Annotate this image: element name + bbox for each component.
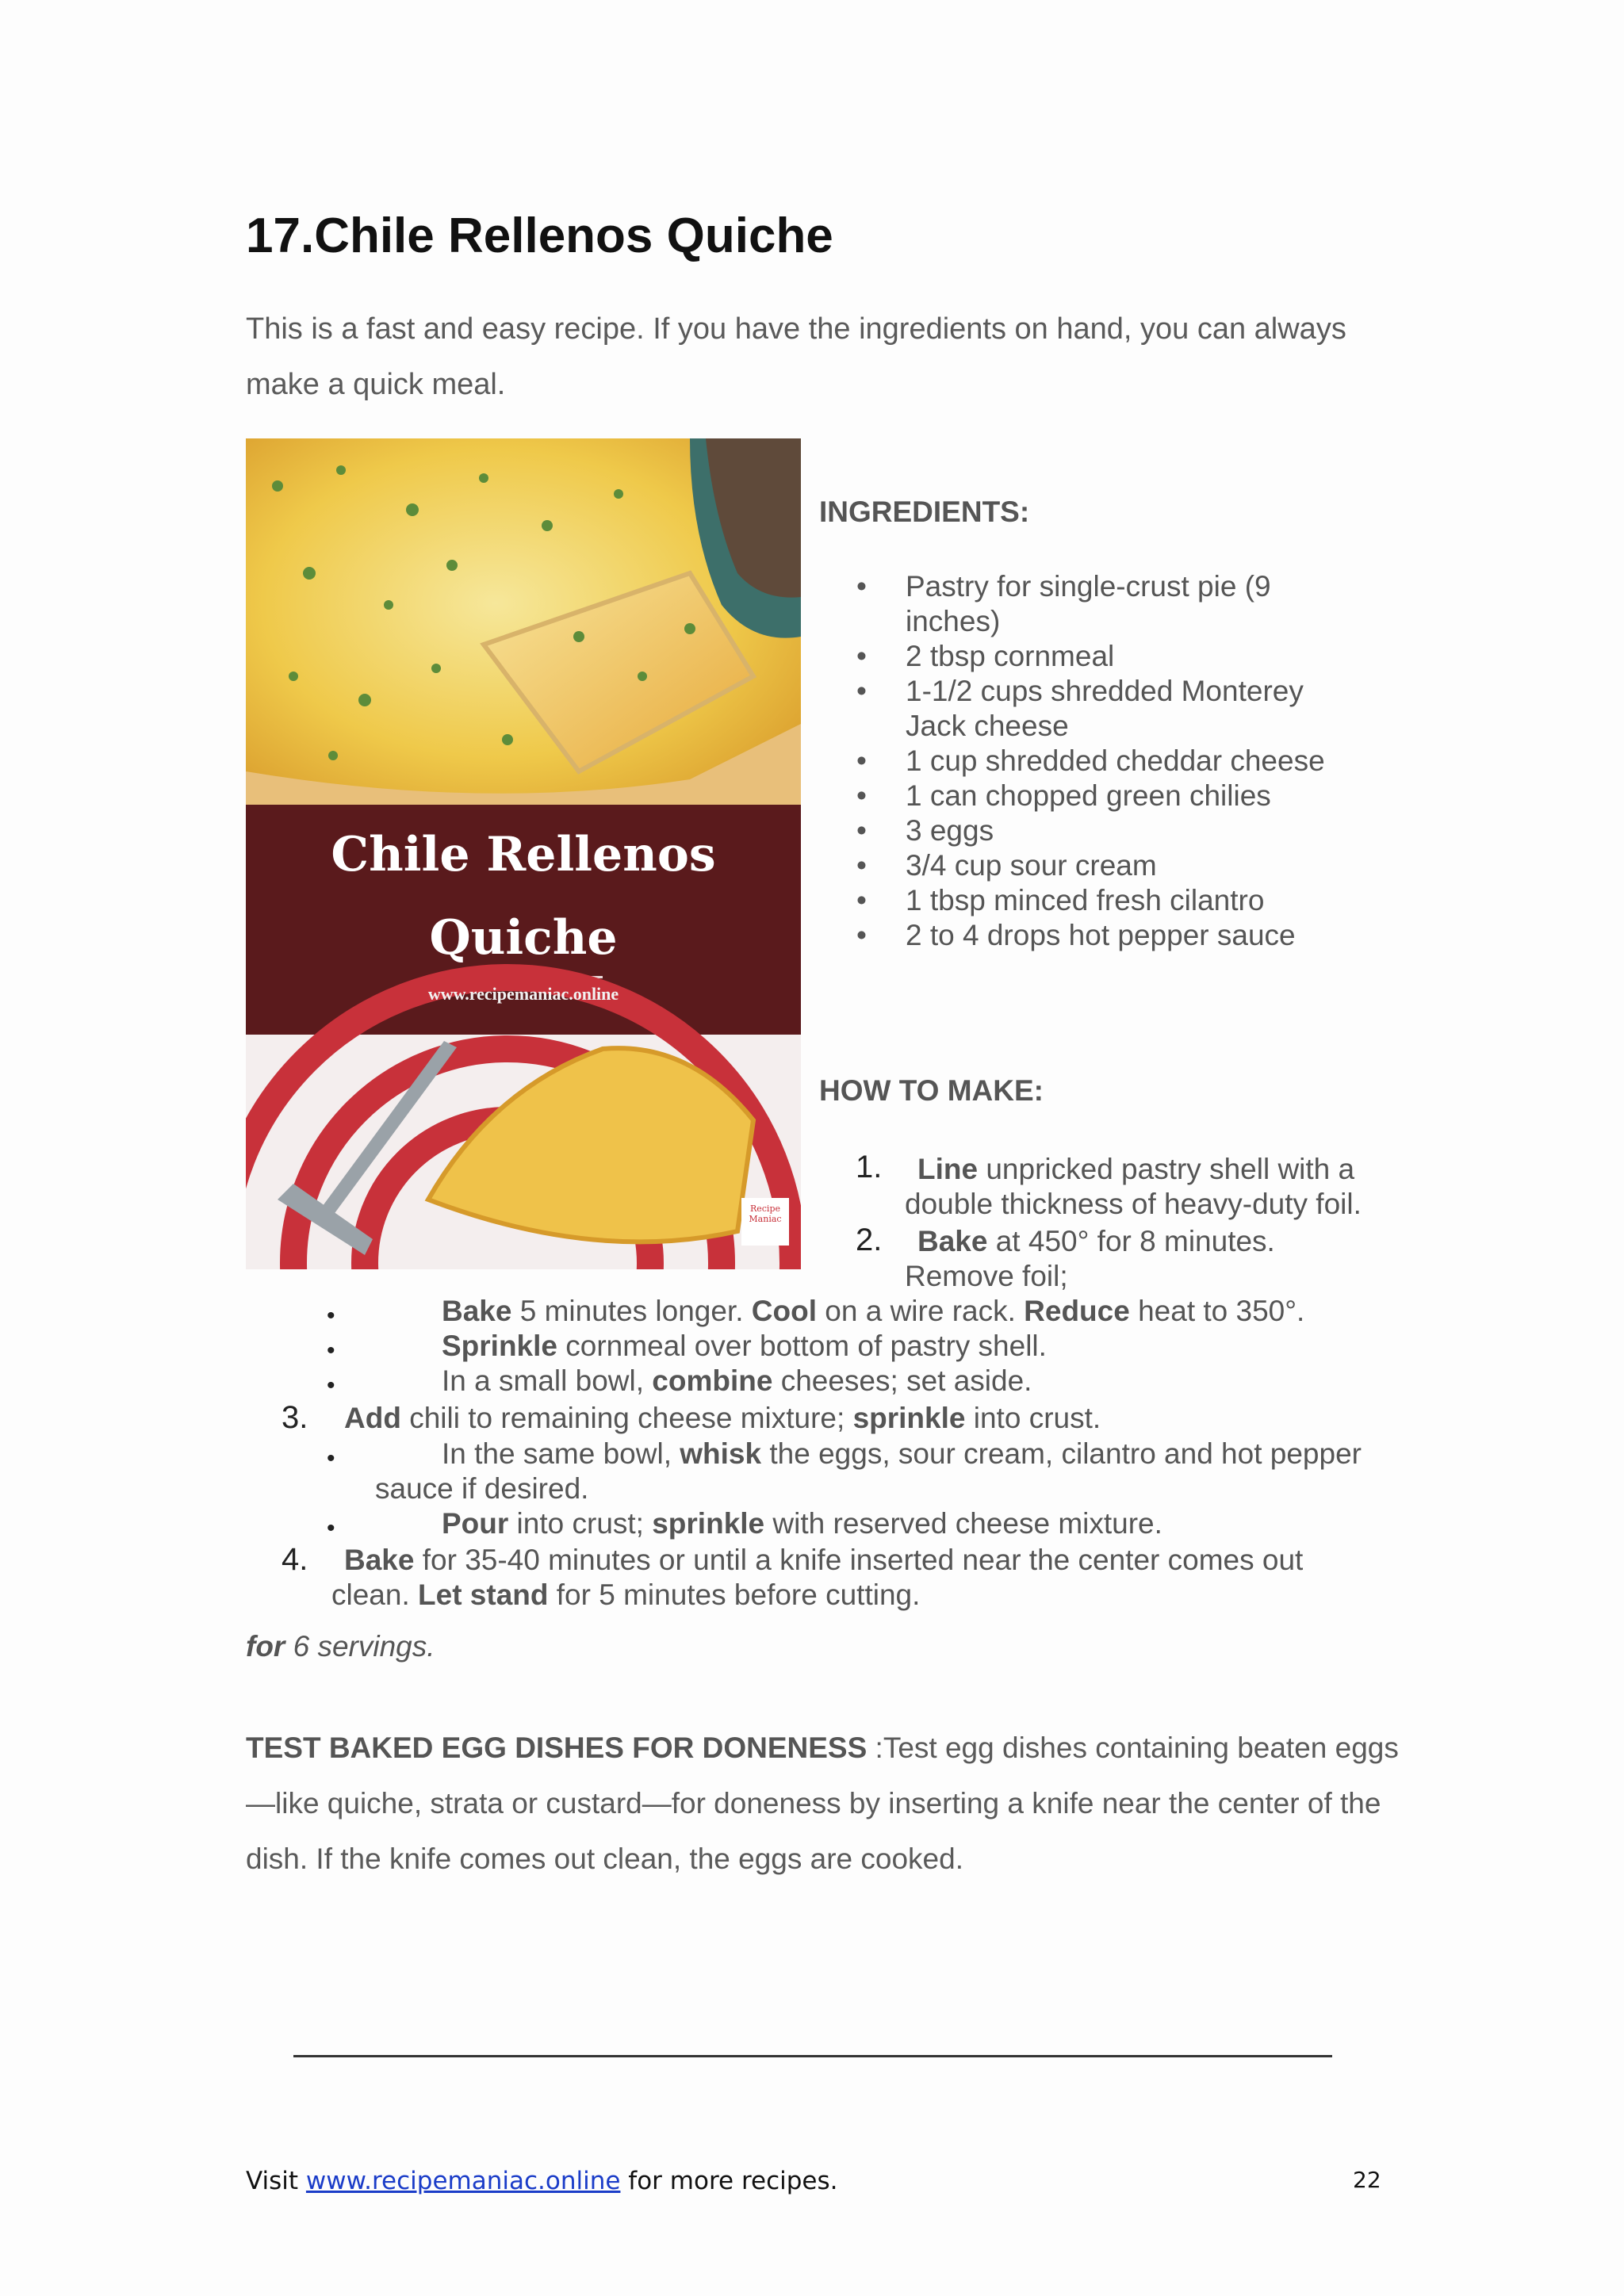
- ingredient-item: • 1 cup shredded cheddar cheese: [856, 744, 1325, 777]
- step-number: 2.: [856, 1223, 883, 1257]
- step-4: Bake for 35-40 minutes or until a knife inserted near the center comes out: [344, 1544, 1304, 1576]
- substep-sprinkle-cornmeal: Sprinkle cornmeal over bottom of pastry shell.: [442, 1330, 1047, 1362]
- bullet: •: [856, 640, 867, 672]
- footer-divider: [293, 2055, 1332, 2057]
- banner-title-line2: Quiche: [429, 910, 618, 966]
- ingredient-item: • 1 can chopped green chilies: [856, 779, 1271, 812]
- badge-line1: Recipe: [749, 1203, 781, 1214]
- substep-whisk-eggs-line2: sauce if desired.: [375, 1472, 589, 1505]
- ingredients-heading: INGREDIENTS:: [819, 496, 1030, 528]
- doneness-tip: [246, 1720, 1411, 1887]
- method-heading: HOW TO MAKE:: [819, 1074, 1044, 1107]
- ingredient-item: • 3/4 cup sour cream: [856, 849, 1157, 882]
- step-number: 4.: [282, 1542, 308, 1577]
- banner-title-line1: Chile Rellenos: [331, 827, 716, 882]
- substep-pour: Pour into crust; sprinkle with reserved cheese mixture.: [442, 1507, 1162, 1540]
- bullet: •: [327, 1337, 335, 1364]
- page-number: 22: [1353, 2167, 1381, 2193]
- step-2-line2: Remove foil;: [905, 1260, 1068, 1292]
- step-1: Line unpricked pastry shell with a: [917, 1153, 1355, 1185]
- badge-line2: Maniac: [749, 1214, 782, 1224]
- step-4-line2: clean. Let stand for 5 minutes before cutting.: [331, 1578, 921, 1611]
- ingredients-list: [821, 569, 1392, 953]
- footer: Visit www.recipemaniac.online for more recipes.: [246, 2167, 838, 2195]
- servings: for 6 servings.: [246, 1630, 435, 1663]
- website-link[interactable]: www.recipemaniac.online: [305, 2167, 621, 2195]
- intro-paragraph: This is a fast and easy recipe. If you have the ingredients on hand, you can always make a quick meal.: [246, 312, 1346, 401]
- bullet: •: [856, 849, 867, 882]
- recipe-image: [246, 438, 801, 1269]
- bullet: •: [856, 814, 867, 847]
- ingredient-item: • Pastry for single-crust pie (9 inches): [856, 570, 1271, 637]
- step-2: Bake at 450° for 8 minutes.: [917, 1225, 1275, 1257]
- ingredient-item: • 2 to 4 drops hot pepper sauce: [856, 919, 1296, 951]
- banner-url: www.recipemaniac.online: [427, 984, 619, 1004]
- substep-whisk-eggs: In the same bowl, whisk the eggs, sour cream, cilantro and hot pepper: [442, 1437, 1362, 1470]
- substep-combine-cheeses: In a small bowl, combine cheeses; set aside.: [442, 1364, 1032, 1397]
- ingredient-item: • 3 eggs: [856, 814, 994, 847]
- step-3: Add chili to remaining cheese mixture; sprinkle into crust.: [344, 1402, 1101, 1434]
- substep-bake-longer: Bake 5 minutes longer. Cool on a wire rack. Reduce heat to 350°.: [442, 1295, 1305, 1327]
- bullet: •: [856, 779, 867, 812]
- ingredient-item: • 2 tbsp cornmeal: [856, 640, 1115, 672]
- bullet: •: [856, 570, 867, 603]
- bullet: •: [856, 919, 867, 951]
- bullet: •: [327, 1445, 335, 1471]
- bullet: •: [856, 675, 867, 707]
- ingredient-item: • 1-1/2 cups shredded Monterey Jack cheese: [856, 675, 1304, 742]
- page-title: 17.Chile Rellenos Quiche: [246, 209, 833, 263]
- bullet: •: [327, 1372, 335, 1399]
- tip-heading: TEST BAKED EGG DISHES FOR DONENESS: [246, 1732, 868, 1764]
- bullet: •: [856, 884, 867, 916]
- step-number: 1.: [856, 1150, 883, 1184]
- ingredient-item: • 1 tbsp minced fresh cilantro: [856, 884, 1265, 916]
- recipe-maniac-badge: [743, 1203, 787, 1224]
- bullet: •: [327, 1515, 335, 1541]
- tip-text: :Test egg dishes containing beaten eggs—like quiche, strata or custard—for doneness by inserting a knife near the center of the dish. If the knife comes out clean, the eggs are cooked.: [246, 1732, 1399, 1875]
- step-1-line2: double thickness of heavy-duty foil.: [905, 1188, 1362, 1220]
- bullet: •: [856, 744, 867, 777]
- bullet: •: [327, 1303, 335, 1329]
- step-number: 3.: [282, 1400, 308, 1435]
